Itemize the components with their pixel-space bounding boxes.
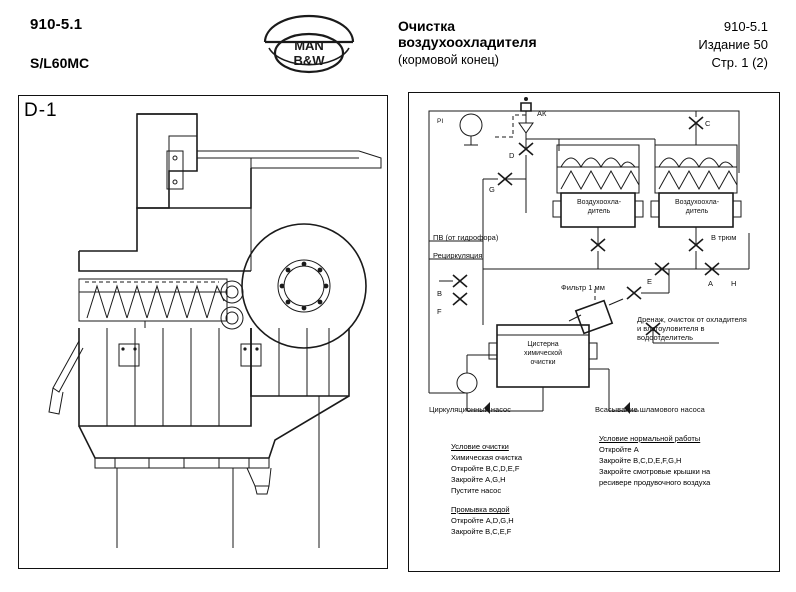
title-line-2: воздухоохладителя <box>398 34 537 50</box>
legend-cleaning-sub-1: Закройте B,C,E,F <box>451 527 512 536</box>
title-subtitle: (кормовой конец) <box>398 53 499 67</box>
header-title <box>398 18 588 67</box>
pv-label: ПВ (от гидрофора) <box>433 233 499 242</box>
cooler-2-label-2: дитель <box>685 208 709 215</box>
cooler-1-label-1: Воздухоохла- <box>576 199 622 206</box>
filter-label: Фильтр 1 мм <box>561 283 605 292</box>
legend-cleaning-title: Условие очистки <box>451 442 509 451</box>
cleaning-schematic-panel <box>408 92 780 572</box>
tank-label-3: очистки <box>530 359 556 366</box>
valve-e-label: E <box>647 277 653 286</box>
tank-label-1: Цистерна <box>527 341 559 348</box>
valve-d-label: D <box>509 151 515 160</box>
drain-label-2: и влагоуловителя в <box>637 324 705 333</box>
valve-f-label: F <box>437 307 442 316</box>
logo-bottom-text: B&W <box>293 53 325 68</box>
legend-cleaning-sub-0: Откройте A,D,G,H <box>451 516 514 525</box>
legend-cleaning-item-0: Химическая очистка <box>451 453 523 462</box>
valve-a-label: A <box>708 279 714 288</box>
header-right <box>698 18 768 72</box>
sludge-pump-label: Всасывание шламового насоса <box>595 405 705 414</box>
drain-label-1: Дренаж, очисток от охладителя <box>637 315 747 324</box>
recirculation-label: Рециркуляция <box>433 251 483 260</box>
legend-normal-item-1: Закройте B,C,D,E,F,G,H <box>599 456 682 465</box>
legend-cleaning-subtitle: Промывка водой <box>451 505 510 514</box>
legend-normal-item-3: ресивере продувочного воздуха <box>599 478 711 487</box>
header-left <box>30 16 89 71</box>
cooler-1-label-2: дитель <box>587 208 611 215</box>
title-line-1: Очистка <box>398 18 456 34</box>
drawing-label: D-1 <box>24 100 58 121</box>
document-code: 910-5.1 <box>30 16 83 33</box>
valve-ak-label: АК <box>537 109 547 118</box>
legend-cleaning <box>451 441 601 537</box>
pi-gauge-label: PI <box>437 118 444 125</box>
legend-cleaning-item-2: Закройте A,G,H <box>451 475 506 484</box>
engine-drawing <box>19 96 387 568</box>
legend-normal-item-0: Откройте A <box>599 445 639 454</box>
drain-label-3: водоотделитель <box>637 333 694 342</box>
valve-c2-label: C <box>705 119 711 128</box>
right-page: Стр. 1 (2) <box>711 55 768 70</box>
logo-top-text: MAN <box>294 38 324 53</box>
legend-normal-title: Условие нормальной работы <box>599 434 701 443</box>
engine-model: S/L60MC <box>30 55 90 71</box>
right-code: 910-5.1 <box>723 19 768 34</box>
valve-g-label: G <box>489 185 495 194</box>
cooler-2-label-1: Воздухоохла- <box>674 199 720 206</box>
man-bw-logo <box>255 12 363 78</box>
valve-b-label: B <box>437 289 443 298</box>
circulation-pump-label: Циркуляционный насос <box>429 405 511 414</box>
right-edition: Издание 50 <box>698 37 768 52</box>
bilge-label: В трюм <box>711 233 737 242</box>
valve-h-label: H <box>731 279 737 288</box>
tank-label-2: химической <box>523 350 563 357</box>
engine-drawing-panel <box>18 95 388 569</box>
legend-normal-item-2: Закройте смотровые крышки на <box>599 467 711 476</box>
legend-normal <box>599 433 775 488</box>
legend-cleaning-item-1: Откройте B,C,D,E,F <box>451 464 520 473</box>
legend-cleaning-item-3: Пустите насос <box>451 486 502 495</box>
